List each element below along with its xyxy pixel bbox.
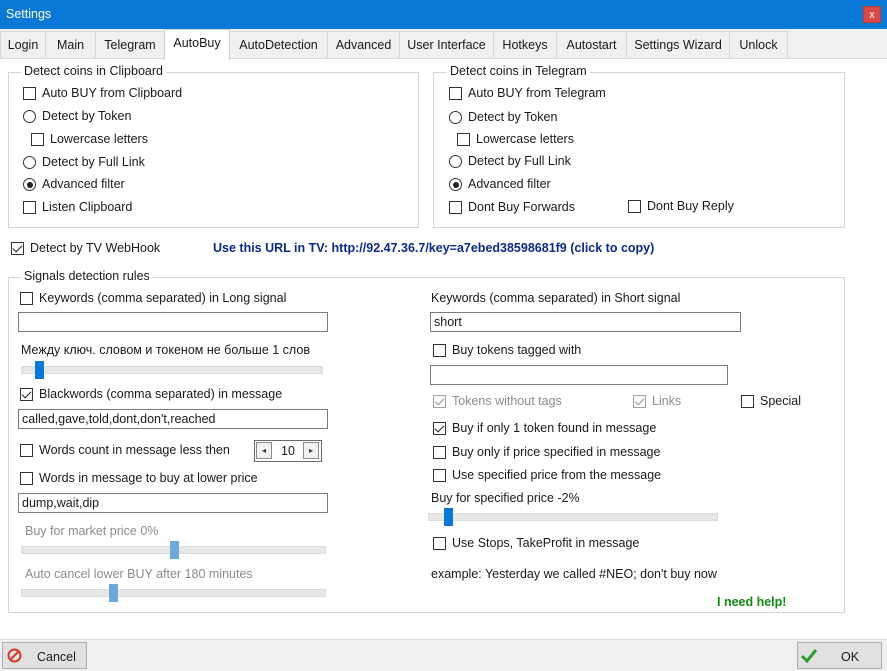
special-checkbox[interactable]: [741, 395, 754, 408]
tab-settings-wizard[interactable]: Settings Wizard: [626, 31, 730, 58]
signals-group-legend: Signals detection rules: [21, 269, 153, 283]
telegram-advanced-filter-label: Advanced filter: [468, 177, 551, 191]
lower-price-words-label: Words in message to buy at lower price: [39, 471, 258, 485]
specified-price-slider-track: [428, 513, 718, 521]
telegram-detect-token-label: Detect by Token: [468, 110, 558, 124]
listen-clipboard-checkbox[interactable]: [23, 201, 36, 214]
auto-buy-clipboard-checkbox[interactable]: [23, 87, 36, 100]
clipboard-detect-full-link-label: Detect by Full Link: [42, 155, 145, 169]
listen-clipboard-label: Listen Clipboard: [42, 200, 133, 214]
specified-price-label: Buy for specified price -2%: [431, 491, 580, 505]
telegram-lowercase-checkbox[interactable]: [457, 133, 470, 146]
clipboard-advanced-filter-radio[interactable]: [23, 178, 36, 191]
long-keywords-label: Keywords (comma separated) in Long signal: [39, 291, 287, 305]
words-count-checkbox[interactable]: [20, 444, 33, 457]
words-count-decrement-button[interactable]: ◂: [256, 442, 272, 459]
cancel-button-label: Cancel: [37, 650, 76, 664]
lower-price-words-checkbox[interactable]: [20, 472, 33, 485]
lower-price-words-input[interactable]: dump,wait,dip: [18, 493, 328, 513]
telegram-advanced-filter-radio[interactable]: [449, 178, 462, 191]
tab-autostart[interactable]: Autostart: [556, 31, 627, 58]
close-button[interactable]: [863, 6, 881, 23]
tab-telegram[interactable]: Telegram: [95, 31, 165, 58]
tab-advanced[interactable]: Advanced: [327, 31, 400, 58]
auto-cancel-slider-track: [21, 589, 326, 597]
tagged-input[interactable]: [430, 365, 728, 385]
stops-label: Use Stops, TakeProfit in message: [452, 536, 640, 550]
auto-buy-clipboard-label: Auto BUY from Clipboard: [42, 86, 183, 100]
words-count-increment-button[interactable]: ▸: [303, 442, 319, 459]
blackwords-label: Blackwords (comma separated) in message: [39, 387, 283, 401]
market-price-label: Buy for market price 0%: [25, 524, 159, 538]
one-token-checkbox[interactable]: [433, 422, 446, 435]
tagged-checkbox[interactable]: [433, 344, 446, 357]
clipboard-lowercase-checkbox[interactable]: [31, 133, 44, 146]
cancel-icon: [7, 648, 22, 663]
footer-bar: [0, 639, 887, 671]
keyword-distance-slider-thumb[interactable]: [35, 361, 44, 379]
blackwords-input[interactable]: called,gave,told,dont,don't,reached: [18, 409, 328, 429]
telegram-detect-full-link-radio[interactable]: [449, 155, 462, 168]
auto-buy-telegram-checkbox[interactable]: [449, 87, 462, 100]
tokens-without-tags-checkbox[interactable]: [433, 395, 446, 408]
long-keywords-checkbox[interactable]: [20, 292, 33, 305]
tab-hotkeys[interactable]: Hotkeys: [493, 31, 557, 58]
keyword-distance-slider-track: [21, 366, 323, 374]
telegram-detect-token-radio[interactable]: [449, 111, 462, 124]
telegram-detect-full-link-label: Detect by Full Link: [468, 154, 571, 168]
blackwords-checkbox[interactable]: [20, 388, 33, 401]
help-link[interactable]: I need help!: [717, 595, 787, 609]
tab-login[interactable]: Login: [0, 31, 46, 58]
checkmark-icon: [800, 648, 818, 663]
dont-buy-forwards-checkbox[interactable]: [449, 201, 462, 214]
dont-buy-forwards-label: Dont Buy Forwards: [468, 200, 575, 214]
short-keywords-label: Keywords (comma separated) in Short signal: [431, 291, 681, 305]
tab-user-interface[interactable]: User Interface: [399, 31, 494, 58]
clipboard-group-legend: Detect coins in Clipboard: [21, 64, 166, 78]
words-count-label: Words count in message less then: [39, 443, 230, 457]
clipboard-detect-full-link-radio[interactable]: [23, 156, 36, 169]
one-token-label: Buy if only 1 token found in message: [452, 421, 657, 435]
clipboard-lowercase-label: Lowercase letters: [50, 132, 148, 146]
auto-cancel-slider-thumb[interactable]: [109, 584, 118, 602]
tab-main[interactable]: Main: [45, 31, 96, 58]
tokens-without-tags-label: Tokens without tags: [452, 394, 562, 408]
tab-unlock[interactable]: Unlock: [729, 31, 788, 58]
special-label: Special: [760, 394, 801, 408]
stops-checkbox[interactable]: [433, 537, 446, 550]
keyword-distance-label: Между ключ. словом и токеном не больше 1 слов: [21, 343, 310, 357]
tv-webhook-label: Detect by TV WebHook: [30, 241, 161, 255]
window-title: Settings: [6, 7, 52, 21]
auto-cancel-label: Auto cancel lower BUY after 180 minutes: [25, 567, 253, 581]
words-count-value: 10: [281, 444, 295, 458]
telegram-lowercase-label: Lowercase letters: [476, 132, 574, 146]
specified-price-slider-thumb[interactable]: [444, 508, 453, 526]
clipboard-advanced-filter-label: Advanced filter: [42, 177, 125, 191]
telegram-group-legend: Detect coins in Telegram: [447, 64, 590, 78]
dont-buy-reply-checkbox[interactable]: [628, 200, 641, 213]
window-titlebar: [0, 0, 887, 29]
links-checkbox[interactable]: [633, 395, 646, 408]
long-keywords-input[interactable]: [18, 312, 328, 332]
tab-autobuy[interactable]: AutoBuy: [164, 29, 230, 60]
market-price-slider-thumb[interactable]: [170, 541, 179, 559]
use-specified-price-checkbox[interactable]: [433, 469, 446, 482]
links-label: Links: [652, 394, 682, 408]
tagged-label: Buy tokens tagged with: [452, 343, 582, 357]
tv-webhook-url-link[interactable]: Use this URL in TV: http://92.47.36.7/key=a7ebed38598681f9 (click to copy): [213, 241, 655, 255]
dont-buy-reply-label: Dont Buy Reply: [647, 199, 734, 213]
auto-buy-telegram-label: Auto BUY from Telegram: [468, 86, 606, 100]
tv-webhook-checkbox[interactable]: [11, 242, 24, 255]
close-icon: x: [869, 9, 875, 21]
use-specified-price-label: Use specified price from the message: [452, 468, 662, 482]
ok-button-label: OK: [841, 650, 860, 664]
price-specified-checkbox[interactable]: [433, 446, 446, 459]
clipboard-detect-token-label: Detect by Token: [42, 109, 132, 123]
clipboard-detect-token-radio[interactable]: [23, 110, 36, 123]
example-text: example: Yesterday we called #NEO; don't buy now: [431, 567, 717, 581]
short-keywords-input[interactable]: short: [430, 312, 741, 332]
price-specified-label: Buy only if price specified in message: [452, 445, 661, 459]
tab-autodetection[interactable]: AutoDetection: [229, 31, 328, 58]
